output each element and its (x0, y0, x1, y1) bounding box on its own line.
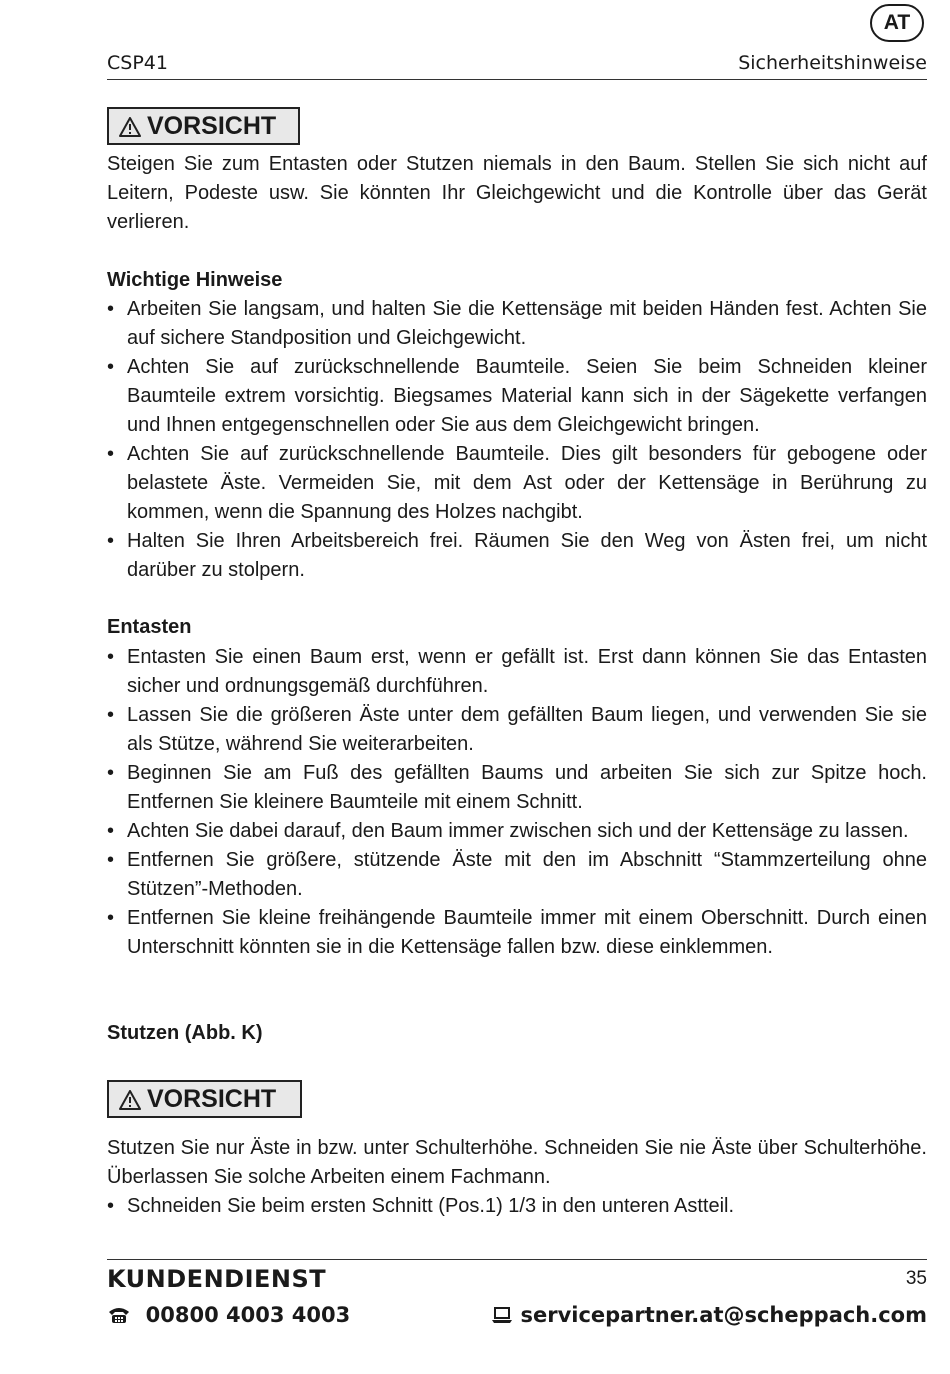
warning-label: VORSICHT (147, 112, 277, 140)
phone-contact (107, 1303, 350, 1327)
section-heading-stutzen: Stutzen (Abb. K) (107, 1022, 263, 1044)
warning-box (107, 1080, 302, 1118)
list-item: • Halten Sie Ihren Arbeitsbereich frei. Räumen Sie den Weg von Ästen frei, um nicht darüber zu stolpern. (107, 527, 927, 585)
section-heading-entasten: Entasten (107, 616, 192, 638)
list-item: • Arbeiten Sie langsam, und halten Sie die Kettensäge mit beiden Händen fest. Achten Sie auf sichere Standposition und Gleichgewicht. (107, 295, 927, 353)
phone-number: 00800 4003 4003 (145, 1303, 351, 1327)
entasten-list (107, 643, 927, 962)
warning-text: Steigen Sie zum Entasten oder Stutzen niemals in den Baum. Stellen Sie sich nicht auf Leitern, Podeste usw. Sie könnten Ihr Gleichgewicht und die Kontrolle über das Gerät verlieren. (107, 153, 927, 233)
warning-triangle-icon (119, 1090, 141, 1110)
phone-icon (107, 1305, 131, 1325)
stutzen-list (107, 1192, 927, 1221)
model-name: CSP41 (107, 52, 168, 74)
important-list (107, 295, 927, 585)
warning-triangle-icon (119, 117, 141, 137)
laptop-icon (491, 1305, 513, 1325)
list-item: • Achten Sie dabei darauf, den Baum immer zwischen sich und der Kettensäge zu lassen. (107, 817, 927, 846)
email-address: servicepartner.at@scheppach.com (520, 1303, 927, 1327)
warning-box (107, 107, 300, 145)
list-item: • Beginnen Sie am Fuß des gefällten Baums und arbeiten Sie sich zur Spitze hoch. Entfernen Sie kleinere Baumteile mit einem Schnitt. (107, 759, 927, 817)
footer-divider (107, 1259, 927, 1260)
section-title: Sicherheitshinweise (738, 52, 927, 74)
page-number: 35 (905, 1268, 927, 1289)
list-item: • Entfernen Sie größere, stützende Äste mit den im Abschnitt “Stammzerteilung ohne Stützen”-Methoden. (107, 846, 927, 904)
list-item: • Entasten Sie einen Baum erst, wenn er gefällt ist. Erst dann können Sie das Entasten sicher und ordnungsgemäß durchführen. (107, 643, 927, 701)
list-item: • Achten Sie auf zurückschnellende Baumteile. Seien Sie beim Schneiden kleiner Baumteile extrem vorsichtig. Biegsames Material kann sich in der Sägekette verfangen und Ihnen entgegenschnellen oder Sie aus dem Gleichgewicht bringen. (107, 353, 927, 440)
warning-label: VORSICHT (147, 1085, 277, 1113)
list-item: • Schneiden Sie beim ersten Schnitt (Pos.1) 1/3 in den unteren Astteil. (107, 1192, 927, 1221)
list-item: • Achten Sie auf zurückschnellende Baumteile. Dies gilt besonders für gebogene oder belastete Äste. Vermeiden Sie, mit dem Ast oder der Kettensäge in Berührung zu kommen, wenn die Spannung des Holzes nachgibt. (107, 440, 927, 527)
list-item: • Lassen Sie die größeren Äste unter dem gefällten Baum liegen, und verwenden Sie sie als Stütze, während Sie weiterarbeiten. (107, 701, 927, 759)
warning-text: Stutzen Sie nur Äste in bzw. unter Schulterhöhe. Schneiden Sie nie Äste über Schulterhöhe. Überlassen Sie solche Arbeiten einem Fachmann. (107, 1137, 927, 1188)
country-badge: AT (870, 4, 924, 42)
footer-title: KUNDENDIENST (107, 1265, 327, 1293)
email-contact (491, 1303, 927, 1327)
header-divider (107, 79, 927, 80)
section-heading-important: Wichtige Hinweise (107, 269, 283, 291)
list-item: • Entfernen Sie kleine freihängende Baumteile immer mit einem Oberschnitt. Durch einen Unterschnitt könnten sie in die Kettensäge fallen bzw. diese einklemmen. (107, 904, 927, 962)
